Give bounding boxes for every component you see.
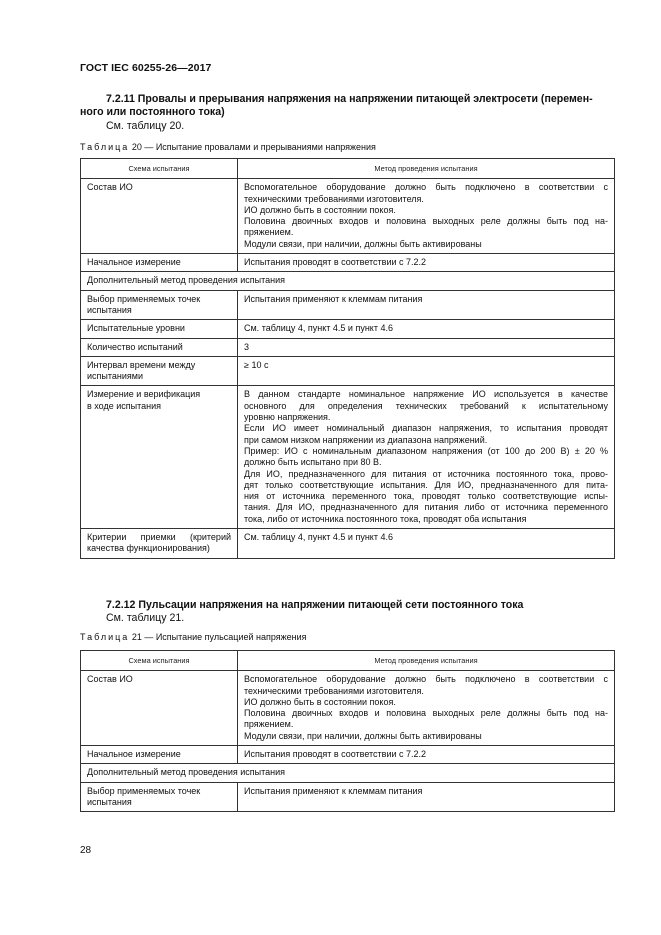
table-row <box>81 320 615 338</box>
label-line: испытания <box>87 796 132 807</box>
row-label-levels: Испытательные уровни <box>81 320 238 338</box>
table-row <box>81 290 615 320</box>
column-header-scheme: Схема испытания <box>81 651 238 671</box>
table-row <box>81 746 615 764</box>
table-row <box>81 338 615 356</box>
row-value-criteria: См. таблицу 4, пункт 4.5 и пункт 4.6 <box>238 529 615 559</box>
section-7-2-12-ref: См. таблицу 21. <box>106 612 185 624</box>
table-21-caption <box>80 632 307 643</box>
table-caption-label: Таблица <box>80 632 130 642</box>
row-label-points <box>81 782 238 812</box>
text-line: ИО должно быть в состоянии покоя. <box>244 696 396 707</box>
text-line: техническими требованиями изготовителя. <box>244 193 424 204</box>
row-value-initial: Испытания проводят в соответствии с 7.2.2 <box>238 254 615 272</box>
text-line: Для ИО, предназначенного для питания от источника постоянного тока, прово- <box>244 468 608 479</box>
table-21 <box>80 650 615 812</box>
table-caption-text: 21 — Испытание пульсацией напряжения <box>131 632 307 642</box>
table-caption-text: 20 — Испытание провалами и прерываниями напряжения <box>131 142 376 152</box>
row-value-interval: ≥ 10 с <box>238 356 615 386</box>
table-20-caption <box>80 142 376 153</box>
row-value-count: 3 <box>238 338 615 356</box>
text-line: дят только соответствующие испытания. Для ИО, предназначенного для пита- <box>244 479 608 490</box>
label-line: испытания <box>87 304 132 315</box>
row-value-points: Испытания применяют к клеммам питания <box>238 782 615 812</box>
row-label-initial: Начальное измерение <box>81 746 238 764</box>
column-header-method: Метод проведения испытания <box>238 651 615 671</box>
label-line: Критерии приемки (критерий <box>87 532 231 543</box>
text-line: должно быть испытано при 80 В. <box>244 457 382 468</box>
column-header-scheme: Схема испытания <box>81 159 238 179</box>
section-7-2-12-title: 7.2.12 Пульсации напряжения на напряжении питающей сети постоянного тока <box>106 599 524 611</box>
page-number: 28 <box>80 845 92 856</box>
text-line: Половина двоичных входов и половина выходных реле должны быть под на- <box>244 216 608 227</box>
row-label-initial: Начальное измерение <box>81 254 238 272</box>
text-line: пряжением. <box>244 719 294 730</box>
label-line: Интервал времени между <box>87 359 196 370</box>
text-line: В данном стандарте номинальное напряжение ИО используется в качестве <box>244 389 608 400</box>
section-7-2-11-title <box>106 93 616 106</box>
row-value-levels: См. таблицу 4, пункт 4.5 и пункт 4.6 <box>238 320 615 338</box>
label-line: в ходе испытания <box>87 400 162 411</box>
table-row <box>81 356 615 386</box>
column-header-method: Метод проведения испытания <box>238 159 615 179</box>
section-7-2-11-ref: См. таблицу 20. <box>106 120 185 132</box>
row-value-points: Испытания применяют к клеммам питания <box>238 290 615 320</box>
table-row <box>81 254 615 272</box>
text-line: Вспомогательное оборудование должно быть подключено в соответствии с <box>244 182 608 193</box>
table-caption-label: Таблица <box>80 142 130 152</box>
section-title-line: 7.2.11 Провалы и прерывания напряжения на напряжении питающей электросети (перемен- <box>106 93 593 105</box>
row-label-interval <box>81 356 238 386</box>
row-additional-method: Дополнительный метод проведения испытания <box>81 272 615 290</box>
text-line: ния от источника переменного тока, проводят только соответствующие испы- <box>244 491 608 502</box>
table-row <box>81 782 615 812</box>
row-label-criteria <box>81 529 238 559</box>
document-code: ГОСТ IEC 60255-26—2017 <box>80 62 212 74</box>
text-line: Половина двоичных входов и половина выходных реле должны быть под на- <box>244 708 608 719</box>
row-value-composition <box>238 671 615 746</box>
label-line: испытаниями <box>87 371 143 382</box>
text-line: тания. Для ИО, предназначенного для питания либо от источника переменного <box>244 502 608 513</box>
row-value-measurement <box>238 386 615 529</box>
table-header-row <box>81 651 615 671</box>
table-row <box>81 179 615 254</box>
row-label-measurement <box>81 386 238 529</box>
label-line: качества функционирования) <box>87 543 210 554</box>
table-row <box>81 764 615 782</box>
text-line: Модули связи, при наличии, должны быть активированы <box>244 730 482 741</box>
text-line: Если ИО имеет номинальный диапазон напряжения, то испытания проводят <box>244 423 608 434</box>
row-additional-method: Дополнительный метод проведения испытания <box>81 764 615 782</box>
table-row <box>81 272 615 290</box>
table-20 <box>80 158 615 559</box>
row-value-initial: Испытания проводят в соответствии с 7.2.2 <box>238 746 615 764</box>
text-line: тока, либо от источника постоянного тока, проводят оба испытания <box>244 513 527 524</box>
text-line: Пример: ИО с номинальным диапазоном напряжения (от 100 до 200 В) ± 20 % <box>244 445 608 456</box>
section-title-line: ного или постоянного тока) <box>80 106 225 118</box>
text-line: Вспомогательное оборудование должно быть подключено в соответствии с <box>244 674 608 685</box>
text-line: основного для определения технических требований к испытательному <box>244 400 608 411</box>
row-label-points <box>81 290 238 320</box>
text-line: ИО должно быть в состоянии покоя. <box>244 204 396 215</box>
row-label-count: Количество испытаний <box>81 338 238 356</box>
text-line: Модули связи, при наличии, должны быть активированы <box>244 238 482 249</box>
text-line: при самом низком напряжении из диапазона напряжений. <box>244 434 488 445</box>
label-line: Выбор применяемых точек <box>87 293 201 304</box>
text-line: уровню напряжения. <box>244 412 331 423</box>
section-7-2-11-title-cont <box>80 106 225 119</box>
table-header-row <box>81 159 615 179</box>
label-line: Выбор применяемых точек <box>87 785 201 796</box>
text-line: пряжением. <box>244 227 294 238</box>
text-line: техническими требованиями изготовителя. <box>244 685 424 696</box>
row-value-composition <box>238 179 615 254</box>
label-line: Измерение и верификация <box>87 389 201 400</box>
row-label-composition: Состав ИО <box>81 671 238 746</box>
table-row <box>81 529 615 559</box>
table-row <box>81 386 615 529</box>
row-label-composition: Состав ИО <box>81 179 238 254</box>
table-row <box>81 671 615 746</box>
